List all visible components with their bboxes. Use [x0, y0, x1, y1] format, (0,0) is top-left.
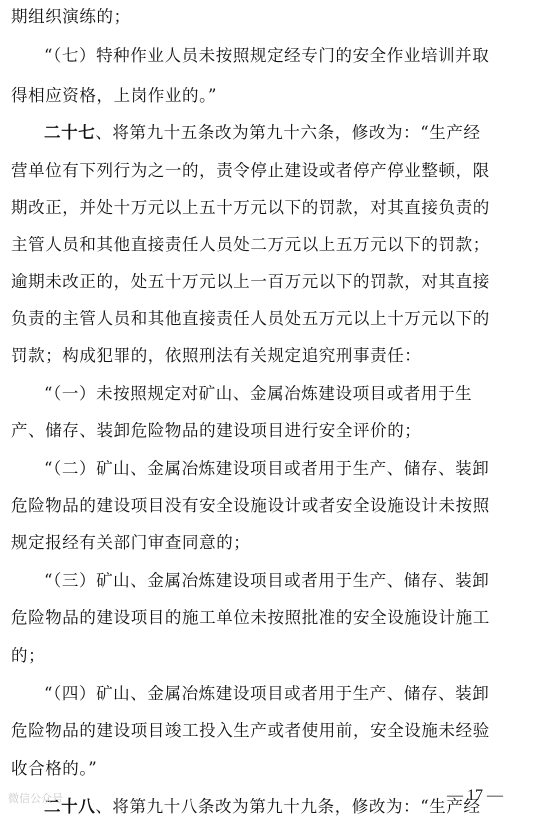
paragraph-line [0, 681, 549, 707]
paragraph-line [0, 456, 549, 482]
page-number: — 17 — [447, 787, 503, 804]
paragraph-line [0, 381, 549, 407]
article-number: 二十八 [44, 797, 96, 816]
paragraph-line [0, 195, 549, 221]
paragraph-line [0, 530, 549, 556]
paragraph-line [0, 605, 549, 631]
line-text: 产、储存、装卸危险物品的建设项目进行安全评价的； [11, 421, 422, 440]
line-text: 期改正，并处十万元以上五十万元以下的罚款，对其直接负责的 [11, 198, 490, 217]
paragraph-line [0, 120, 549, 146]
watermark-text: 微信公众号 [8, 793, 63, 805]
line-text: 的； [11, 646, 46, 665]
paragraph-line [0, 418, 549, 444]
line-text: “（七）特种作业人员未按照规定经专门的安全作业培训并取 [44, 46, 490, 65]
line-text: 期组织演练的； [11, 7, 131, 26]
line-text: “（四）矿山、金属冶炼建设项目或者用于生产、储存、装卸 [44, 684, 490, 703]
paragraph-line [0, 568, 549, 594]
line-text: 主管人员和其他直接责任人员处二万元以上五万元以下的罚款； [11, 235, 490, 254]
line-text: 危险物品的建设项目没有安全设施设计或者安全设施设计未按照 [11, 496, 490, 515]
paragraph-line [0, 306, 549, 332]
paragraph-line [0, 343, 549, 369]
line-text: 罚款；构成犯罪的，依照刑法有关规定追究刑事责任： [11, 346, 422, 365]
paragraph-line [0, 269, 549, 295]
paragraph-line [0, 756, 549, 782]
line-text: “（二）矿山、金属冶炼建设项目或者用于生产、储存、装卸 [44, 459, 490, 478]
line-text: 收合格的。” [11, 759, 98, 778]
line-text: 危险物品的建设项目竣工投入生产或者使用前，安全设施未经验 [11, 721, 490, 740]
line-text: “（一）未按照规定对矿山、金属冶炼建设项目或者用于生 [44, 384, 473, 403]
line-text: “（三）矿山、金属冶炼建设项目或者用于生产、储存、装卸 [44, 571, 490, 590]
line-text: 逾期未改正的，处五十万元以上一百万元以下的罚款，对其直接 [11, 272, 490, 291]
line-text: 、将第九十五条改为第九十六条，修改为：“生产经 [95, 123, 481, 142]
paragraph-line [0, 718, 549, 744]
paragraph-line [0, 232, 549, 258]
line-text: 负责的主管人员和其他直接责任人员处五万元以上十万元以下的 [11, 309, 490, 328]
line-text: 营单位有下列行为之一的，责令停止建设或者停产停业整顿，限 [11, 161, 490, 180]
line-text: 得相应资格，上岗作业的。” [11, 86, 217, 105]
paragraph-line [0, 493, 549, 519]
line-text: 、将第九十八条改为第九十九条，修改为：“生产经 [95, 797, 481, 816]
paragraph-line [0, 83, 549, 109]
line-text: 危险物品的建设项目的施工单位未按照批准的安全设施设计施工 [11, 608, 490, 627]
paragraph-line [0, 643, 549, 669]
article-number: 二十七 [44, 123, 96, 142]
paragraph-line [0, 43, 549, 69]
paragraph-line [0, 4, 549, 30]
line-text: 规定报经有关部门审查同意的； [11, 533, 251, 552]
paragraph-line [0, 158, 549, 184]
